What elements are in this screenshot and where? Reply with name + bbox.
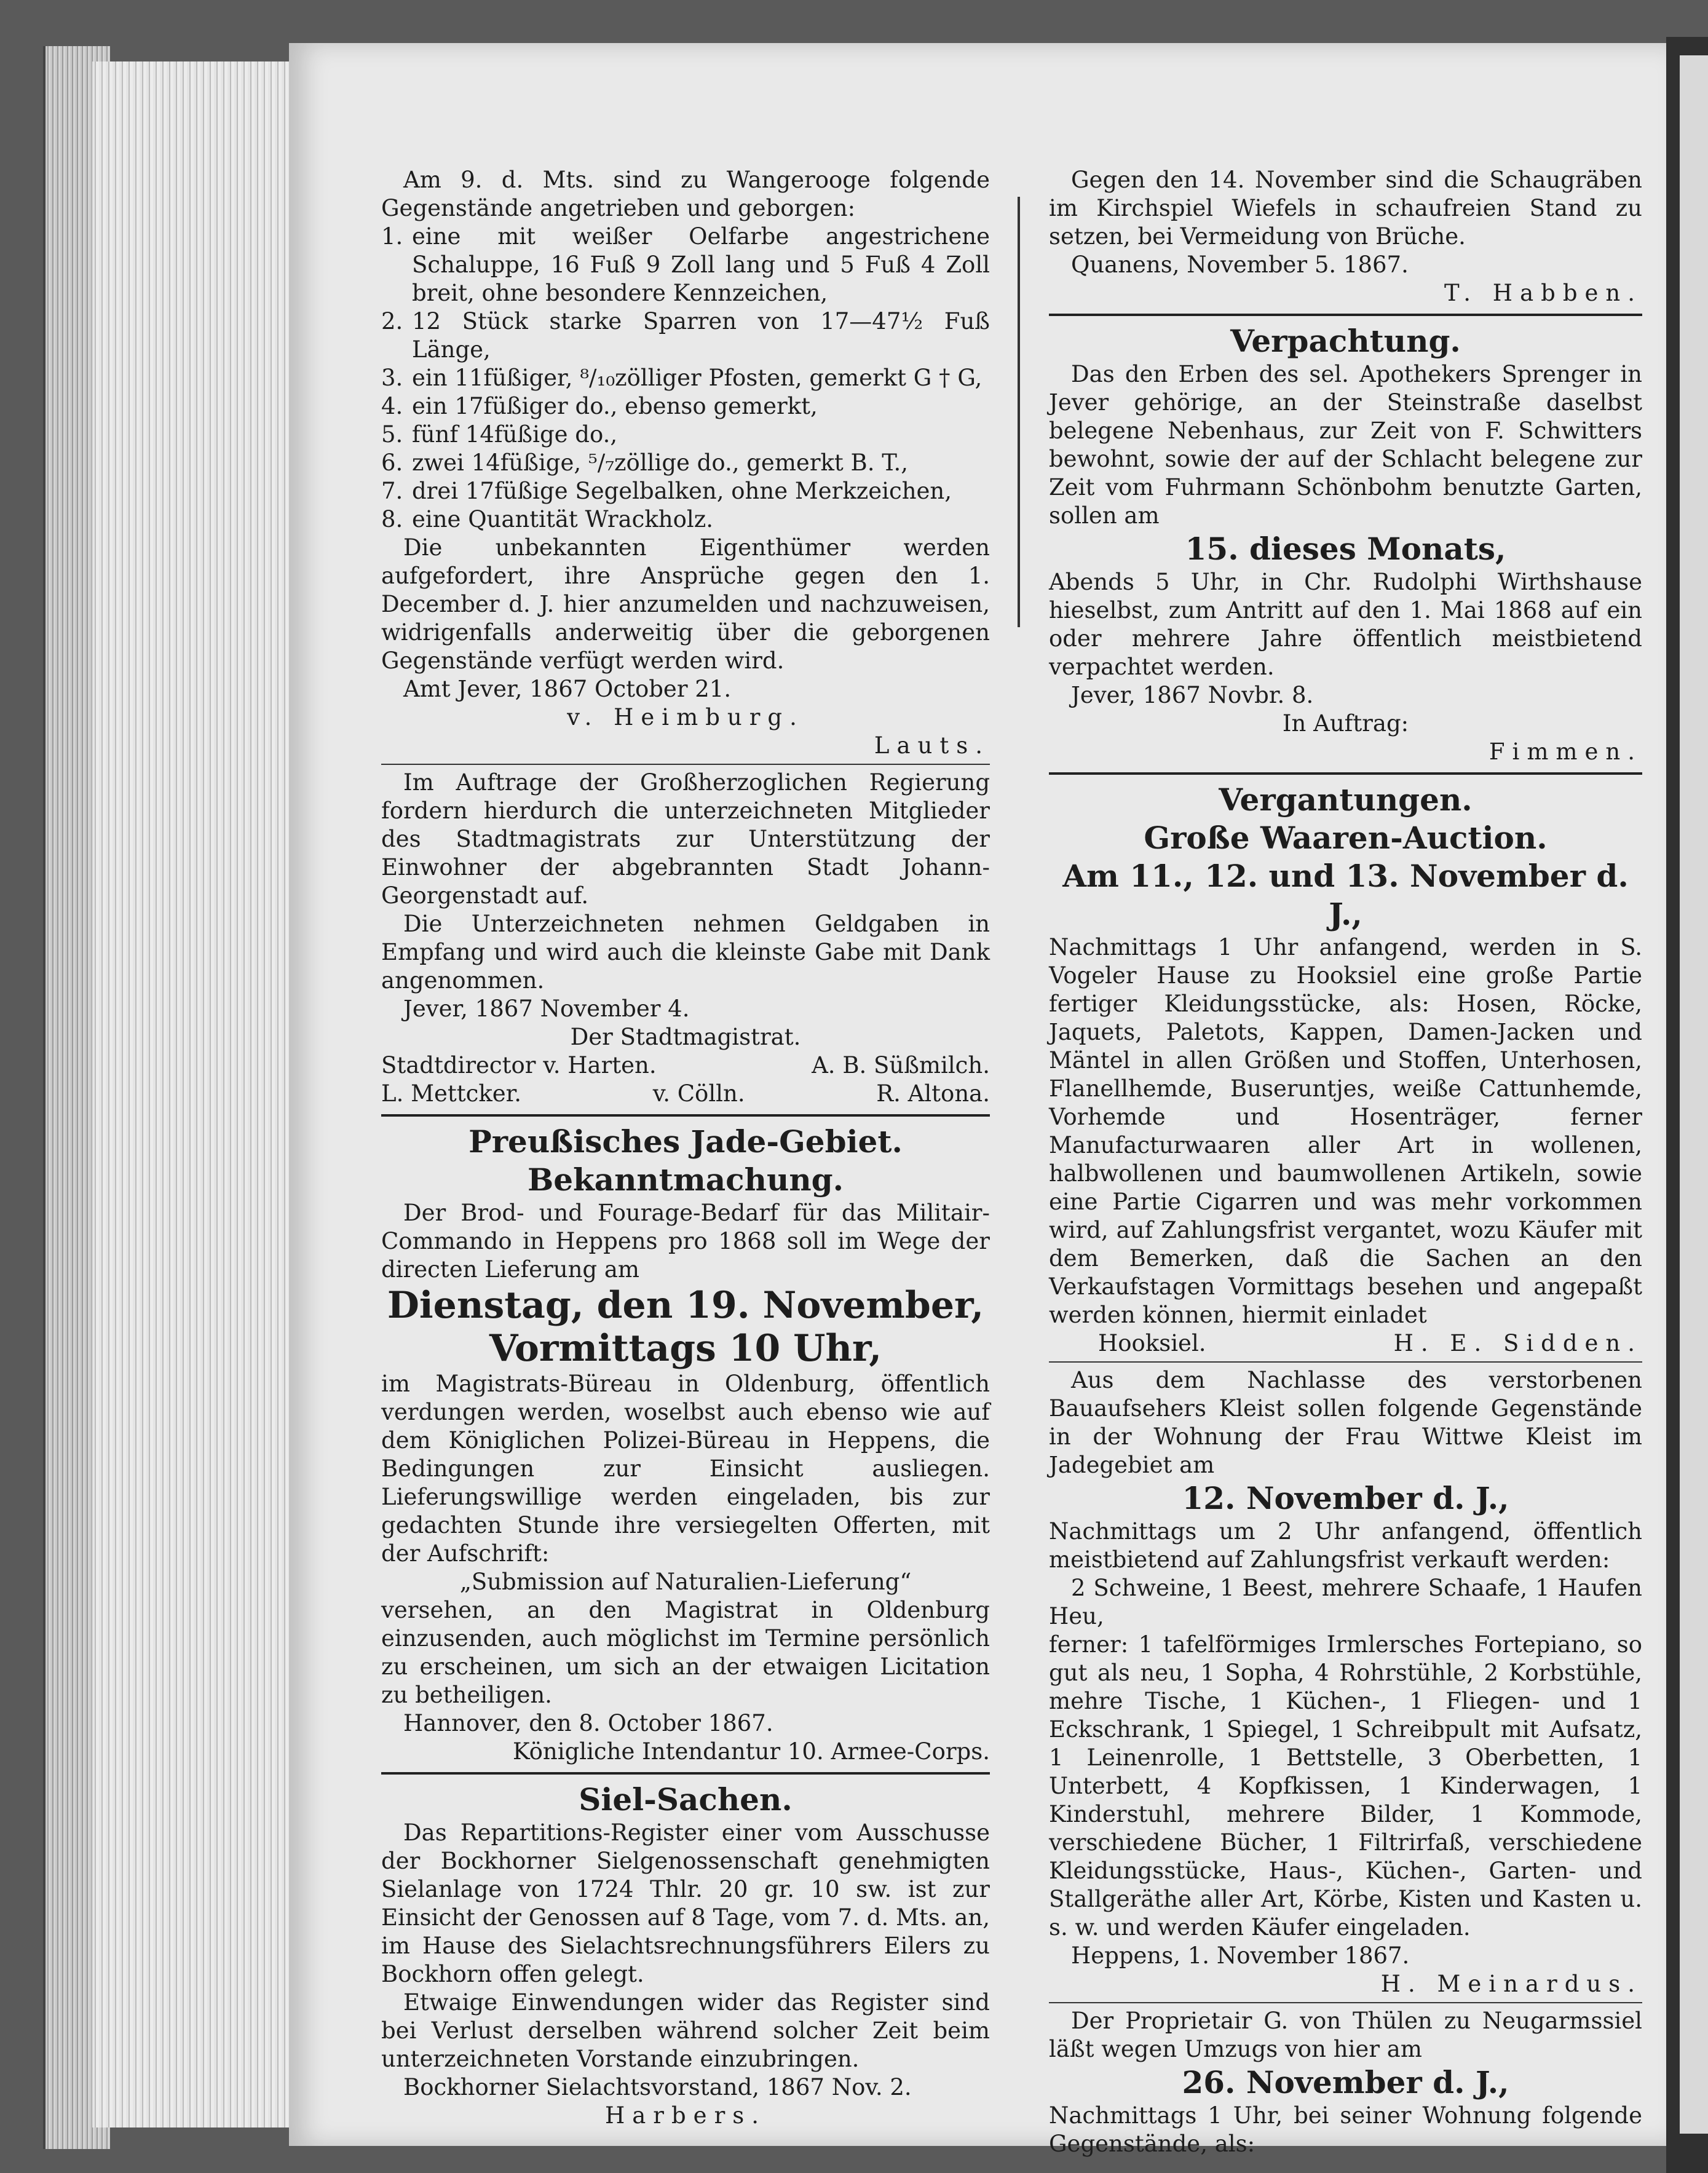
verg-sig-row: [1049, 1329, 1642, 1358]
wangerooge-sig2: Lauts.: [874, 732, 990, 759]
verg-head: Vergantungen.: [1219, 782, 1473, 818]
wangerooge-item: [381, 392, 990, 421]
verg-body: Nachmittags 1 Uhr anfangend, werden in S. Vogeler Hause zu Hooksiel eine große Partie fertiger Kleidungsstücke, als: Hosen, Röcke, Jaquets, Paletots, Kappen, Damen-Jacken und Mäntel in allen Größen und Stoffen, Unterhosen, Flanellhemde, Buseruntjes, weiße Cattunhemde, Vorhemde und Hosenträger, ferner Manufacturwaaren aller Art in wollenen, halbwollenen und baumwollenen Artikeln, sowie eine Partie Cigarren und was mehr vorkommen wird, auf Zahlungsfrist vergantet, wozu Käufer mit dem Bemerken, daß die Sachen an den Verkaufstagen Vormittags besehen und angepaßt werden können, hiermit einladet: [1049, 934, 1642, 1328]
right-column: [1049, 166, 1642, 2158]
thulen-body2: Nachmittags 1 Uhr, bei seiner Wohnung folgende Gegenstände, als:: [1049, 2102, 1642, 2157]
pacht-big: 15. dieses Monats,: [1185, 531, 1506, 567]
siel-head: Siel-Sachen.: [579, 1781, 793, 1818]
wangerooge-item: [381, 421, 990, 449]
johann-sigA1: Stadtdirector v. Harten.: [381, 1052, 657, 1079]
siel-date: Bockhorner Sielachtsvorstand, 1867 Nov. 2.: [403, 2074, 912, 2100]
verg-place: Hooksiel.: [1098, 1330, 1206, 1356]
rule: [381, 1114, 990, 1117]
item-number: 3.: [381, 365, 403, 391]
kleist-body2: Nachmittags um 2 Uhr anfangend, öffentlich meistbietend auf Zahlungsfrist verkauft werden:: [1049, 1518, 1642, 1573]
wangerooge-item: [381, 223, 990, 307]
item-text: ein 11füßiger, ⁸/₁₀zölliger Pfosten, gemerkt G † G,: [412, 365, 982, 391]
pacht-auftrag: In Auftrag:: [1282, 710, 1409, 737]
siel-body1: Das Repartitions-Register einer vom Ausschusse der Bockhorner Sielgenossenschaft genehmigten Sielanlage von 1724 Thlr. 20 gr. 10 sw. ist zur Einsicht der Genossen auf 8 Tage, vom 7. d. Mts. an, im Hause des Sielachtsrechnungsführers Eilers zu Bockhorn offen gelegt.: [381, 1819, 990, 1987]
wangerooge-body: Die unbekannten Eigenthümer werden aufgefordert, ihre Ansprüche gegen den 1. December d. J. hier anzumelden und nachzuweisen, widrigenfalls anderweitig über die geborgenen Gegenstände verfügt werden wird.: [381, 534, 990, 674]
item-text: fünf 14füßige do.,: [412, 421, 618, 448]
kleist-sig: H. Meinardus.: [1380, 1971, 1642, 1997]
jade-body1: Der Brod- und Fourage-Bedarf für das Militair-Commando in Heppens pro 1868 soll im Wege der directen Lieferung am: [381, 1200, 990, 1283]
kleist-big: 12. November d. J.,: [1182, 1480, 1509, 1516]
pacht-body1: Das den Erben des sel. Apothekers Sprenger in Jever gehörige, an der Steinstraße daselbst belegene Nebenhaus, zur Zeit von F. Schwitters bewohnt, sowie der auf der Schlacht belegene zur Zeit vom Fuhrmann Schönbohm benutzte Garten, sollen am: [1049, 361, 1642, 529]
kleist-body3: 2 Schweine, 1 Beest, mehrere Schaafe, 1 Haufen Heu,: [1049, 1575, 1642, 1629]
jade-body3: versehen, an den Magistrat in Oldenburg einzusenden, auch möglichst im Termine persönlich zu erscheinen, um sich an der etwaigen Licitation zu betheiligen.: [381, 1597, 990, 1708]
johann-sigB1: L. Mettcker.: [381, 1080, 522, 1107]
wangerooge-date: Amt Jever, 1867 October 21.: [403, 676, 732, 702]
schau-body: Gegen den 14. November sind die Schaugräben im Kirchspiel Wiefels in schaufreien Stand zu setzen, bei Vermeidung von Brüche.: [1049, 167, 1642, 250]
wangerooge-item: [381, 477, 990, 505]
wangerooge-list: [381, 223, 990, 534]
rule: [1049, 2002, 1642, 2003]
schau-date: Quanens, November 5. 1867.: [1071, 251, 1409, 278]
rule: [381, 1772, 990, 1775]
item-number: 8.: [381, 506, 403, 532]
left-column: [381, 166, 990, 2130]
johann-body1: Im Auftrage der Großherzoglichen Regierung fordern hierdurch die unterzeichneten Mitglieder des Stadtmagistrats zur Unterstützung der Einwohner der abgebrannten Stadt Johann-Georgenstadt auf.: [381, 769, 990, 909]
johann-sigB3: R. Altona.: [876, 1080, 990, 1107]
jade-big1: Dienstag, den 19. November,: [387, 1284, 984, 1327]
kleist-date: Heppens, 1. November 1867.: [1071, 1942, 1410, 1969]
jade-quote: „Submission auf Naturalien-Lieferung“: [459, 1569, 912, 1595]
thulen-body1: Der Proprietair G. von Thülen zu Neugarmssiel läßt wegen Umzugs von hier am: [1049, 2008, 1642, 2062]
next-page-edge: [1680, 55, 1708, 2134]
rule: [1049, 772, 1642, 775]
wangerooge-sig1: v. Heimburg.: [567, 704, 804, 730]
jade-head2: Bekanntmachung.: [527, 1162, 844, 1198]
johann-sigA2: A. B. Süßmilch.: [812, 1052, 990, 1079]
page-stack: [92, 61, 295, 2127]
johann-sig-row1: [381, 1051, 990, 1080]
item-number: 5.: [381, 421, 403, 448]
item-number: 1.: [381, 223, 403, 250]
jade-head1: Preußisches Jade-Gebiet.: [469, 1123, 903, 1160]
column-divider: [1018, 197, 1020, 627]
rule: [1049, 314, 1642, 316]
verg-head2: Große Waaren-Auction.: [1144, 820, 1548, 856]
wangerooge-item: [381, 364, 990, 392]
johann-org: Der Stadtmagistrat.: [570, 1024, 801, 1050]
pacht-head: Verpachtung.: [1230, 323, 1461, 359]
item-number: 4.: [381, 393, 403, 419]
wangerooge-item: [381, 307, 990, 364]
item-number: 2.: [381, 308, 403, 334]
rule: [1049, 1361, 1642, 1363]
verg-sig: H. E. Sidden.: [1393, 1330, 1642, 1356]
item-text: zwei 14füßige, ⁵/₇zöllige do., gemerkt B. T.,: [412, 449, 909, 476]
verg-big: Am 11., 12. und 13. November d. J.,: [1062, 858, 1629, 932]
jade-big2: Vormittags 10 Uhr,: [489, 1327, 882, 1370]
item-number: 6.: [381, 449, 403, 476]
siel-sig: Harbers.: [604, 2102, 767, 2129]
kleist-body1: Aus dem Nachlasse des verstorbenen Bauaufsehers Kleist sollen folgende Gegenstände in der Wohnung der Frau Wittwe Kleist im Jadegebiet am: [1049, 1367, 1642, 1478]
siel-body2: Etwaige Einwendungen wider das Register sind bei Verlust derselben während solcher Zeit beim unterzeichneten Vorstande einzubringen.: [381, 1989, 990, 2072]
rule: [381, 764, 990, 765]
johann-date: Jever, 1867 November 4.: [403, 995, 690, 1022]
thulen-big: 26. November d. J.,: [1182, 2064, 1509, 2100]
jade-sig: Königliche Intendantur 10. Armee-Corps.: [512, 1738, 990, 1765]
pacht-date: Jever, 1867 Novbr. 8.: [1071, 682, 1314, 708]
jade-date: Hannover, den 8. October 1867.: [403, 1710, 773, 1736]
kleist-body4: ferner: 1 tafelförmiges Irmlersches Fortepiano, so gut als neu, 1 Sopha, 4 Rohrstühle, 2 Korbstühle, mehre Tische, 1 Küchen-, 1 Fliegen- und 1 Eckschrank, 1 Spiegel, 1 Schreibpult mit Aufsatz, 1 Leinenrolle, 1 Bettstelle, 3 Oberbetten, 1 Unterbett, 4 Kopfkissen, 1 Kinderwagen, 1 Kinderstuhl, mehrere Bilder, 1 Kommode, verschiedene Bücher, 1 Filtrirfaß, verschiedene Kleidungsstücke, Haus-, Küchen-, Garten- und Stallgeräthe aller Art, Körbe, Kisten und Kasten u. s. w. und werden Käufer eingeladen.: [1049, 1631, 1642, 1941]
item-number: 7.: [381, 478, 403, 504]
item-text: eine Quantität Wrackholz.: [412, 506, 713, 532]
wangerooge-intro: Am 9. d. Mts. sind zu Wangerooge folgende Gegenstände angetrieben und geborgen:: [381, 167, 990, 221]
item-text: ein 17füßiger do., ebenso gemerkt,: [412, 393, 818, 419]
item-text: eine mit weißer Oelfarbe angestrichene Schaluppe, 16 Fuß 9 Zoll lang und 5 Fuß 4 Zoll breit, ohne besondere Kennzeichen,: [412, 223, 990, 306]
wangerooge-item: [381, 449, 990, 477]
johann-sigB2: v. Cölln.: [652, 1080, 745, 1107]
wangerooge-item: [381, 505, 990, 534]
item-text: 12 Stück starke Sparren von 17—47½ Fuß Länge,: [412, 308, 990, 363]
johann-body2: Die Unterzeichneten nehmen Geldgaben in Empfang und wird auch die kleinste Gabe mit Dank angenommen.: [381, 911, 990, 994]
schau-sig: T. Habben.: [1444, 280, 1642, 306]
item-text: drei 17füßige Segelbalken, ohne Merkzeichen,: [412, 478, 952, 504]
johann-sig-row2: [381, 1080, 990, 1108]
jade-body2: im Magistrats-Büreau in Oldenburg, öffentlich verdungen werden, woselbst auch ebenso wie auf dem Königlichen Polizei-Büreau in Heppens, die Bedingungen zur Einsicht ausliegen. Lieferungswillige werden eingeladen, bis zur gedachten Stunde ihre versiegelten Offerten, mit der Aufschrift:: [381, 1371, 990, 1567]
pacht-sig: Fimmen.: [1489, 738, 1642, 765]
pacht-body2: Abends 5 Uhr, in Chr. Rudolphi Wirthshause hieselbst, zum Antritt auf den 1. Mai 1868 auf ein oder mehrere Jahre öffentlich meistbietend verpachtet werden.: [1049, 569, 1642, 680]
